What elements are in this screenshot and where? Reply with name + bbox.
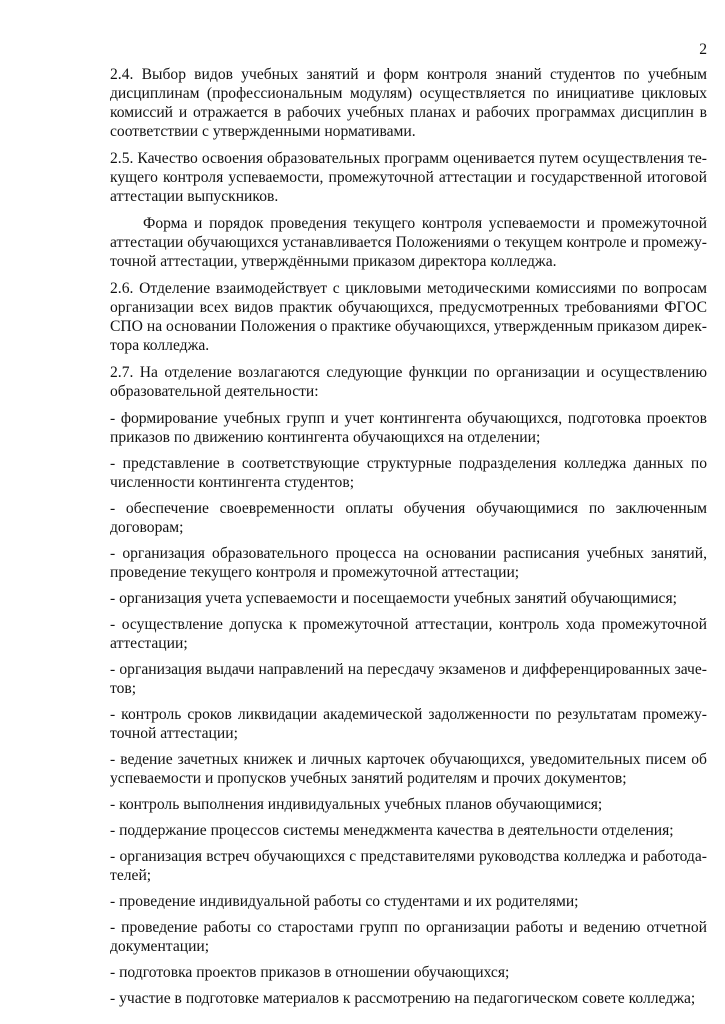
list-item: - проведение индивидуальной работы со студентами и их родителями; bbox=[110, 893, 579, 910]
list-item: - формирование учебных групп и учет контингента обучающихся, подготовка проектов приказов по движению контингента обучающихся на отделении; bbox=[110, 410, 707, 446]
list-item: - подготовка проектов приказов в отношении обучающихся; bbox=[110, 964, 510, 981]
list-item: - организация встреч обучающихся с представителями руководства колледжа и работодателей; bbox=[110, 848, 707, 884]
paragraph-2-5: 2.5. Качество освоения образовательных программ оценивается путем осуществления текущего контроля успеваемости, промежуточной аттестации и государственной итоговой аттестации выпускников. bbox=[110, 150, 707, 205]
paragraph-2-4: 2.4. Выбор видов учебных занятий и форм контроля знаний студентов по учебным дисциплинам (профессиональным модулям) осуществляется по инициативе цикловых комиссий и отражается в рабочих учебных планах и рабочих программах дисциплин в соответствии с утвержденными нормативами. bbox=[110, 66, 707, 140]
list-item: - проведение работы со старостами групп по организации работы и ведению отчетной документации; bbox=[110, 919, 707, 955]
paragraph-2-7: 2.7. На отделение возлагаются следующие функции по организации и осуществлению образовательной деятельности: bbox=[110, 364, 707, 400]
page-number: 2 bbox=[699, 41, 707, 58]
list-item: - организация образовательного процесса на основании расписания учебных занятий, проведение текущего контроля и промежуточной аттестации; bbox=[110, 545, 707, 581]
list-item: - контроль сроков ликвидации академической задолженности по результатам промежуточной аттестации; bbox=[110, 706, 707, 742]
list-item: - поддержание процессов системы менеджмента качества в деятельности отделения; bbox=[110, 822, 674, 839]
document-body bbox=[110, 65, 707, 1015]
paragraph-2-6: 2.6. Отделение взаимодействует с цикловыми методическими комиссиями по вопросам организации всех видов практик обучающихся, предусмотренных требованиями ФГОС СПО на основании Положения о практике обучающихся, утвержденным приказом директора колледжа. bbox=[110, 280, 707, 354]
list-item: - представление в соответствующие структурные подразделения колледжа данных по численности контингента студентов; bbox=[110, 455, 707, 491]
list-item: - организация выдачи направлений на пересдачу экзаменов и дифференцированных зачетов; bbox=[110, 661, 707, 697]
list-item: - участие в подготовке материалов к рассмотрению на педагогическом совете колледжа; bbox=[110, 990, 696, 1007]
list-item: - организация учета успеваемости и посещаемости учебных занятий обучающимися; bbox=[110, 590, 677, 607]
list-item: - ведение зачетных книжек и личных карточек обучающихся, уведомительных писем об успеваемости и пропусков учебных занятий родителям и прочих документов; bbox=[110, 751, 707, 787]
list-item: - обеспечение своевременности оплаты обучения обучающимися по заключенным договорам; bbox=[110, 500, 707, 536]
paragraph-assessment-procedure: Форма и порядок проведения текущего контроля успеваемости и промежуточной аттестации обучающихся устанавливается Положениями о текущем контроле и промежуточной аттестации, утверждёнными приказом директора колледжа. bbox=[110, 215, 707, 270]
list-item: - осуществление допуска к промежуточной аттестации, контроль хода промежуточной аттестации; bbox=[110, 616, 707, 652]
list-item: - контроль выполнения индивидуальных учебных планов обучающимися; bbox=[110, 796, 603, 813]
functions-list bbox=[110, 409, 707, 1008]
